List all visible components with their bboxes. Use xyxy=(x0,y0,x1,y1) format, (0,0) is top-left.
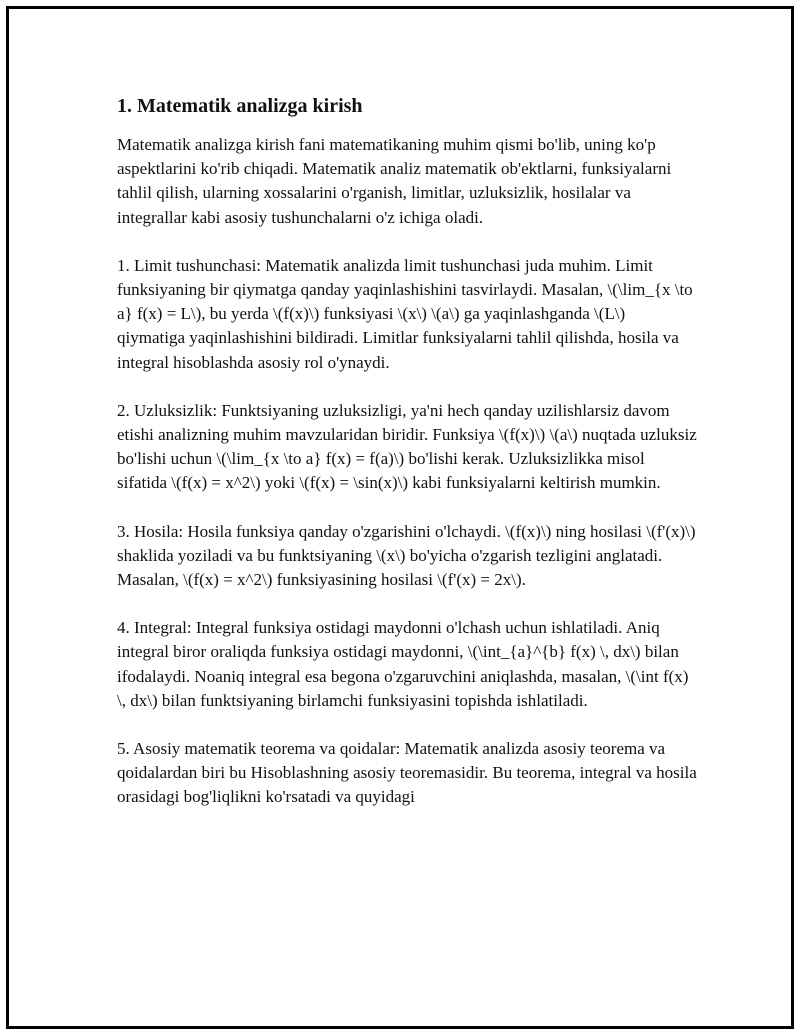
continuity-paragraph: 2. Uzluksizlik: Funktsiyaning uzluksizligi, ya'ni hech qanday uzilishlarsiz davom etishi analizning muhim mavzularidan biridir. Funksiya \(f(x)\) \(a\) nuqtada uzluksiz bo'lishi uchun \(\lim_{x \to a} f(x) = f(a)\) bo'lishi kerak. Uzluksizlikka misol sifatida \(f(x) = x^2\) yoki \(f(x) = \sin(x)\) kabi funksiyalarni keltirish mumkin. xyxy=(117,400,697,493)
intro-paragraph: Matematik analizga kirish fani matematikaning muhim qismi bo'lib, uning ko'p aspektlarini ko'rib chiqadi. Matematik analiz matematik ob'ektlarni, funksiyalarni tahlil qilish, ularning xossalarini o'rganish, limitlar, uzluksizlik, hosilalar va integrallar kabi asosiy tushunchalarni o'z ichiga oladi. xyxy=(117,135,672,227)
integral-paragraph: 4. Integral: Integral funksiya ostidagi maydonni o'lchash uchun ishlatiladi. Aniq integral biror oraliqda funksiya ostidagi maydonni, \(\int_{a}^{b} f(x) \, dx\) bilan ifodalaydi. Noaniq integral esa begona o'zgaruvchini aniqlashda, masalan, \(\int f(x) \, dx\) bilan funktsiyaning birlamchi funksiyasini topishda ishlatiladi. xyxy=(117,618,689,710)
section-title: 1. Matematik analizga kirish xyxy=(117,95,363,117)
derivative-paragraph: 3. Hosila: Hosila funksiya qanday o'zgarishini o'lchaydi. \(f(x)\) ning hosilasi \(f'(x)\) shaklida yoziladi va bu funktsiyaning \(x\) bo'yicha o'zgarish tezligini anglatadi. Masalan, \(f(x) = x^2\) funksiyasining hosilasi \(f'(x) = 2x\). xyxy=(117,521,696,590)
limit-paragraph: 1. Limit tushunchasi: Matematik analizda limit tushunchasi juda muhim. Limit funksiyaning bir qiymatga qanday yaqinlashishini tasvirlaydi. Masalan, \(\lim_{x \to a} f(x) = L\), bu yerda \(f(x)\) funksiyasi \(x\) \(a\) ga yaqinlashganda \(L\) qiymatiga yaqinlashishini bildiradi. Limitlar funksiyalarni tahlil qilishda, hosila va integral hisoblashda asosiy rol o'ynaydi. xyxy=(117,255,693,372)
theorem-paragraph: 5. Asosiy matematik teorema va qoidalar: Matematik analizda asosiy teorema va qoidalardan biri bu Hisoblashning asosiy teoremasidir. Bu teorema, integral va hosila orasidagi bog'liqlikni ko'rsatadi va quyidagi xyxy=(117,739,697,807)
document-body xyxy=(117,93,697,834)
